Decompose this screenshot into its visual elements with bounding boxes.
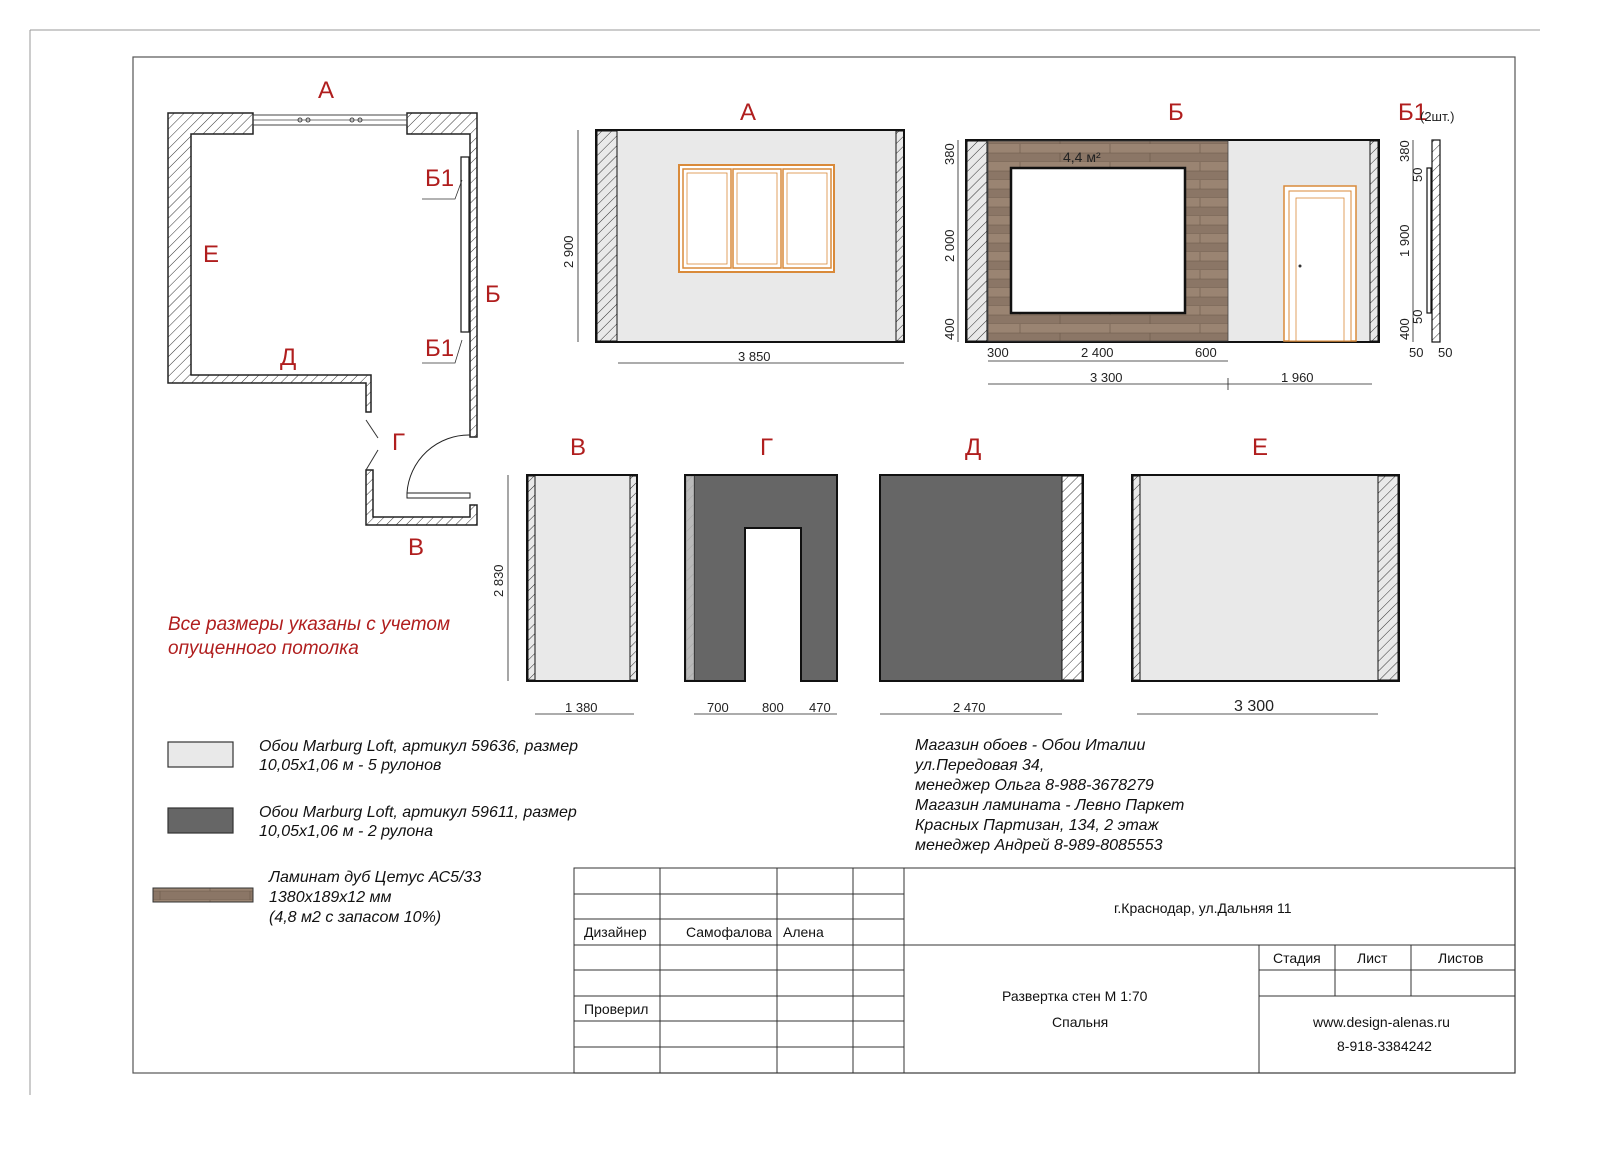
dim-b-w-3: 600: [1195, 345, 1217, 360]
plan-label-b: Б: [485, 281, 501, 308]
legend-3-line-3: (4,8 м2 с запасом 10%): [269, 909, 442, 926]
tb-designer-label: Дизайнер: [584, 924, 647, 940]
door-b: [1284, 186, 1356, 341]
plan-label-d: Д: [280, 344, 297, 371]
shop-line-5: Красных Партизан, 134, 2 этаж: [915, 817, 1159, 834]
dim-a-width: 3 850: [738, 349, 771, 364]
note-line-1: Все размеры указаны с учетом: [168, 614, 450, 635]
wall-b-elevation: [942, 99, 1379, 390]
tb-room: Спальня: [1052, 1014, 1109, 1030]
wall-a-elevation: [561, 99, 904, 364]
legend-3-line-2: 1380х189х12 мм: [269, 889, 392, 906]
shops-info: [914, 737, 1184, 854]
wall-v-elevation: [491, 434, 637, 715]
dim-b1-h-5: 400: [1397, 318, 1412, 340]
dim-v-width: 1 380: [565, 700, 598, 715]
legend-1-line-2: 10,05х1,06 м - 5 рулонов: [259, 757, 442, 774]
tb-address: г.Краснодар, ул.Дальняя 11: [1114, 900, 1292, 916]
dim-b-w-right: 1 960: [1281, 370, 1314, 385]
dim-a-height: 2 900: [561, 235, 576, 268]
dim-d-width: 2 470: [953, 700, 986, 715]
wall-b1-elevation: [1397, 99, 1454, 360]
legend-swatch-laminate: [153, 888, 253, 902]
shop-line-4: Магазин ламината - Левно Паркет: [915, 797, 1185, 814]
legend: [153, 738, 578, 926]
plan-label-a: А: [318, 77, 335, 104]
legend-swatch-light: [168, 742, 233, 767]
dim-g-w-2: 800: [762, 700, 784, 715]
dim-b1-h-4: 50: [1410, 309, 1425, 324]
tb-designer-surname: Самофалова: [686, 924, 772, 940]
legend-2-line-1: Обои Marburg Loft, артикул 59611, размер: [259, 804, 577, 821]
dim-b-h-mid: 2 000: [942, 229, 957, 262]
plan-label-b1-top: Б1: [425, 165, 455, 192]
wall-d-elevation: [880, 434, 1083, 715]
shop-line-3: менеджер Ольга 8-988-3678279: [915, 777, 1154, 794]
dim-v-height: 2 830: [491, 564, 506, 597]
wall-label-e: Е: [1252, 434, 1269, 461]
legend-3-line-1: Ламинат дуб Цетус АС5/33: [269, 869, 482, 886]
window-a: [679, 165, 834, 272]
plan-label-b1-bottom: Б1: [425, 335, 455, 362]
plan-label-v: В: [408, 534, 425, 561]
legend-1-line-1: Обои Marburg Loft, артикул 59636, размер: [259, 738, 579, 755]
wall-label-b1-qty: (2шт.): [1420, 109, 1455, 124]
wall-label-a: А: [740, 99, 757, 126]
shop-line-1: Магазин обоев - Обои Италии: [915, 737, 1146, 754]
tb-sheet: Лист: [1357, 950, 1388, 966]
wall-g-elevation: [685, 434, 837, 715]
dim-b1-h-3: 1 900: [1397, 224, 1412, 257]
legend-swatch-dark: [168, 808, 233, 833]
wall-e-elevation: [1132, 434, 1399, 715]
dim-e-width: 3 300: [1234, 698, 1275, 715]
wall-label-d: Д: [965, 434, 982, 461]
shop-line-2: ул.Передовая 34,: [915, 757, 1045, 774]
shop-line-6: менеджер Андрей 8-989-8085553: [915, 837, 1163, 854]
tb-stage: Стадия: [1273, 950, 1321, 966]
dim-b-w-1: 300: [987, 345, 1009, 360]
dim-b1-h-1: 380: [1397, 140, 1412, 162]
plan-label-g: Г: [392, 429, 405, 456]
dim-b1-w: 50: [1409, 345, 1424, 360]
dim-b-w-2: 2 400: [1081, 345, 1114, 360]
dim-b1-w-2: 50: [1438, 345, 1453, 360]
wall-label-b: Б: [1168, 99, 1184, 126]
dim-g-w-1: 700: [707, 700, 729, 715]
wall-label-b1: Б1: [1398, 99, 1428, 126]
tb-phone: 8-918-3384242: [1337, 1038, 1432, 1054]
legend-2-line-2: 10,05х1,06 м - 2 рулона: [259, 823, 433, 840]
note-line-2: опущенного потолка: [168, 638, 359, 659]
floor-plan: [168, 77, 501, 561]
dim-b-w-total: 3 300: [1090, 370, 1123, 385]
dim-b-h-top: 380: [942, 143, 957, 165]
tb-checked-label: Проверил: [584, 1001, 649, 1017]
tb-website: www.design-alenas.ru: [1313, 1014, 1450, 1030]
plan-label-e: Е: [203, 241, 220, 268]
dim-g-w-3: 470: [809, 700, 831, 715]
wall-label-g: Г: [760, 434, 773, 461]
dim-b1-h-2: 50: [1410, 167, 1425, 182]
dim-b-h-bot: 400: [942, 318, 957, 340]
tb-drawing-title: Развертка стен М 1:70: [1002, 988, 1148, 1004]
tb-sheets: Листов: [1438, 950, 1484, 966]
wall-label-v: В: [570, 434, 587, 461]
area-label: 4,4 м²: [1063, 149, 1101, 165]
tb-designer-name: Алена: [783, 924, 824, 940]
